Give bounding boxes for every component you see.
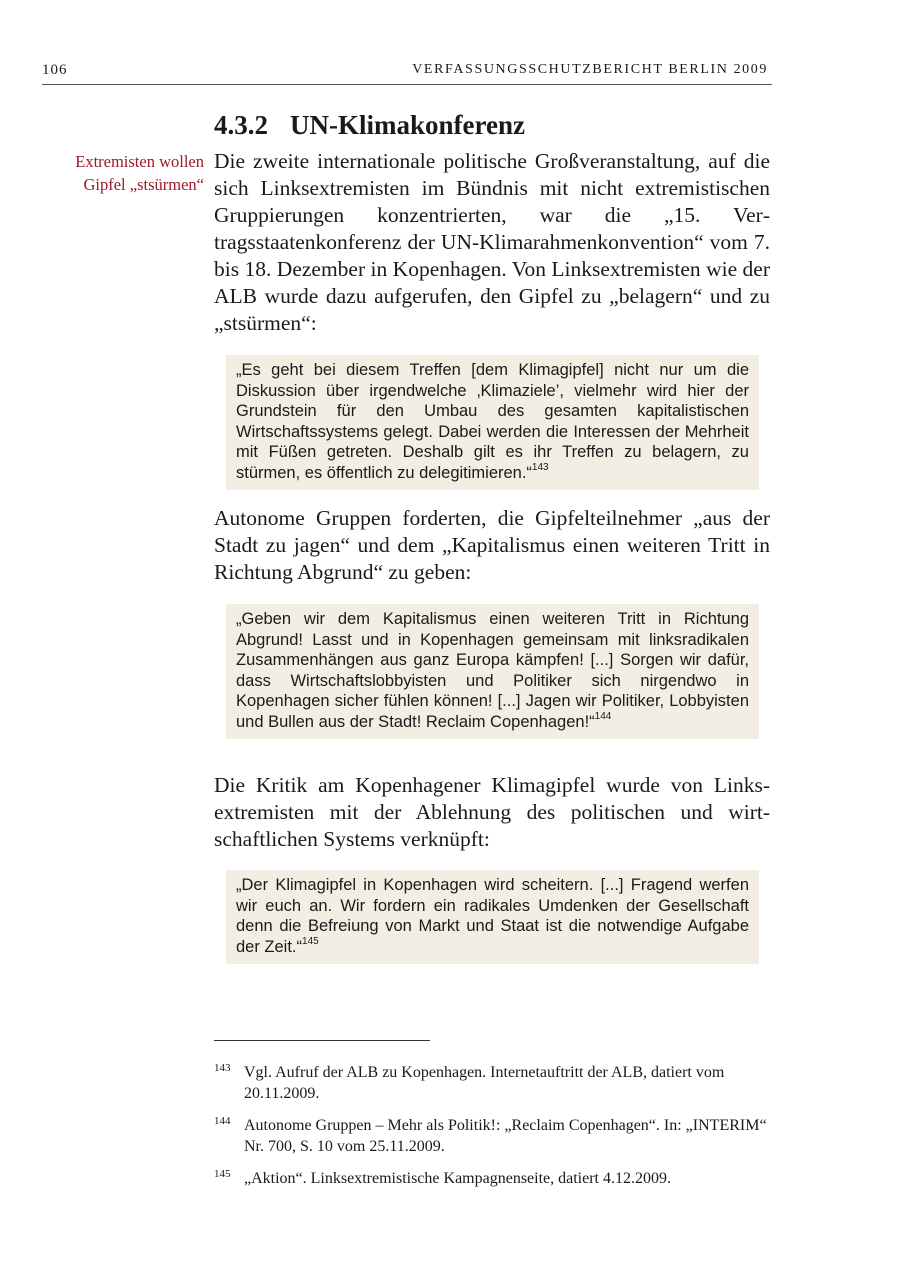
section-title: UN-Klimakonferenz	[290, 110, 525, 140]
blockquote-1	[226, 355, 759, 490]
running-title: VERFASSUNGSSCHUTZBERICHT BERLIN 2009	[412, 62, 768, 77]
margin-note-line-1: Extremisten wollen	[75, 152, 204, 171]
footnote-144	[214, 1115, 770, 1157]
footnote-143	[214, 1062, 770, 1104]
margin-note-line-2: Gipfel „stsürmen“	[83, 175, 204, 194]
blockquote-1-text: „Es geht bei diesem Treffen [dem Klimagipfel] nicht nur um die Diskussion über irgendwelche ‚Klimaziele’, vielmehr wird hier der Grundstein für den Umbau des gesamten kapitalistischen Wirtschaftssystems gelegt. Dabei werden die Interessen der Mehrheit mit Füßen getreten. Deshalb gilt es ihr Treffen zu belagern, zu stürmen, es öffentlich zu delegitimieren.“	[236, 361, 749, 482]
paragraph-3: Die Kritik am Kopenhagener Klimagipfel wurde von Linksextremisten mit der Ablehnung des politischen und wirtschaftlichen Systems verknüpft:	[214, 773, 770, 851]
footnote-text: Autonome Gruppen – Mehr als Politik!: „Reclaim Copenhagen“. In: „INTERIM“ Nr. 700, S. 10 vom 25.11.2009.	[244, 1117, 767, 1155]
page-number: 106	[42, 62, 68, 78]
footnote-145	[214, 1168, 770, 1189]
footnote-text: Vgl. Aufruf der ALB zu Kopenhagen. Internetauftritt der ALB, datiert vom 20.11.2009.	[244, 1064, 725, 1102]
blockquote-2-text: „Geben wir dem Kapitalismus einen weiteren Tritt in Richtung Abgrund! Lasst und in Kopenhagen gemeinsam mit linksradikalen Zusammenhängen aus ganz Europa kämpfen! [...] Sorgen wir dafür, dass Wirtschaftslobbyisten und Politiker sich nirgendwo in Kopenhagen sicher fühlen können! [...] Jagen wir Politiker, Lobbyisten und Bullen aus der Stadt! Reclaim Copenhagen!“	[236, 610, 749, 731]
footnote-ref-145[interactable]: 145	[302, 936, 319, 947]
footnote-separator	[214, 1040, 430, 1041]
footnote-text: „Aktion“. Linksextremistische Kampagnenseite, datiert 4.12.2009.	[244, 1170, 671, 1187]
blockquote-3	[226, 870, 759, 964]
section-number: 4.3.2	[214, 110, 268, 140]
footnote-ref-143[interactable]: 143	[531, 462, 549, 473]
blockquote-2	[226, 604, 759, 739]
footnote-number: 143	[214, 1062, 231, 1074]
margin-note	[40, 150, 204, 196]
section-heading	[214, 110, 525, 141]
page-header	[42, 62, 772, 85]
blockquote-3-text: „Der Klimagipfel in Kopenhagen wird scheitern. [...] Fragend werfen wir euch an. Wir fordern ein radikales Umdenken der Gesellschaft denn die Befreiung von Markt und Staat ist die notwendige Aufgabe der Zeit.“	[236, 876, 749, 956]
footnote-number: 145	[214, 1168, 231, 1180]
footnote-ref-144[interactable]: 144	[594, 711, 612, 722]
paragraph-2: Autonome Gruppen forderten, die Gipfelteilnehmer „aus der Stadt zu jagen“ und dem „Kapitalismus einen weiteren Tritt in Richtung Abgrund“ zu geben:	[214, 506, 770, 584]
footnote-number: 144	[214, 1115, 231, 1127]
paragraph-1: Die zweite internationale politische Großveranstaltung, auf die sich Linksextremisten im Bündnis mit nicht extremistischen Gruppierungen konzentrierten, war die „15. Vertragsstaatenkonferenz der UN-Klimarahmenkonvention“ vom 7. bis 18. Dezember in Kopenhagen. Von Linksextremisten wie der ALB wurde dazu aufgerufen, den Gipfel zu „belagern“ und zu „stsürmen“:	[214, 149, 770, 335]
footnotes	[214, 1062, 770, 1200]
